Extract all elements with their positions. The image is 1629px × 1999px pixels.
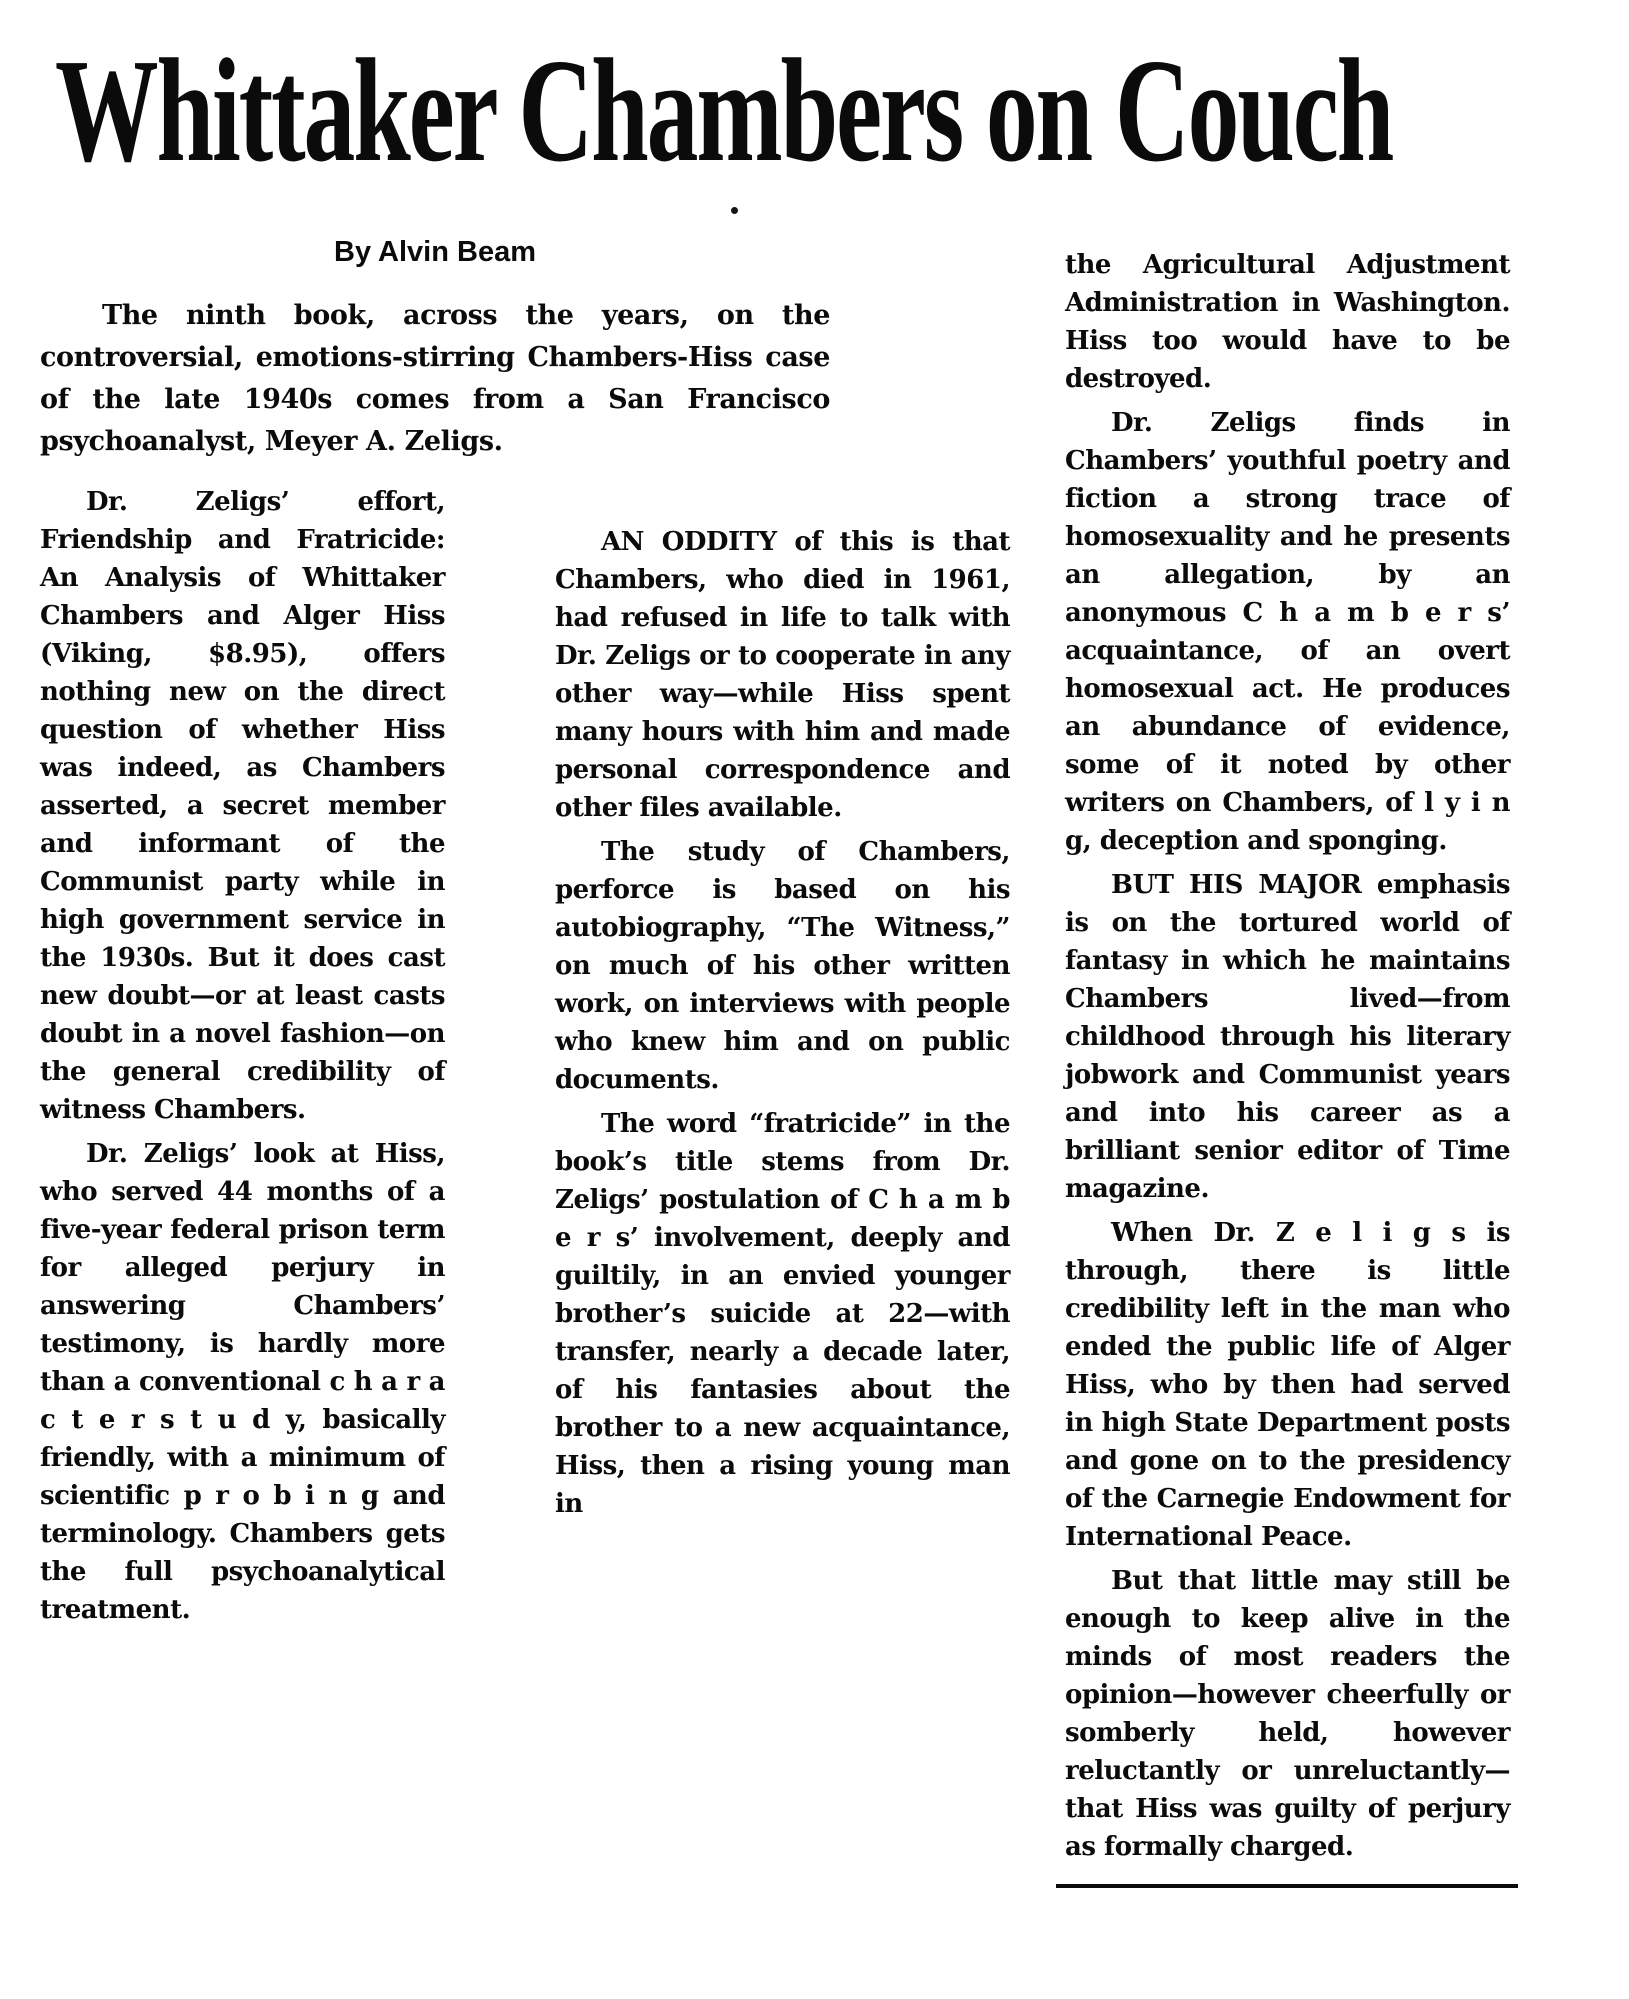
- paragraph: AN ODDITY of this is that Chambers, who died in 1961, had refused in life to talk with Dr. Zeligs or to cooperate in any other way—while Hiss spent many hours with him and made personal correspondence and other files available.: [555, 527, 1010, 823]
- column-3-text: [1065, 246, 1510, 1866]
- paragraph: When Dr. Z e l i g s is through, there is little credibility left in the man who ended the public life of Alger Hiss, who by then had served in high State Department posts and gone on to the presidency of the Carnegie Endowment for International Peace.: [1065, 1218, 1510, 1552]
- paragraph: BUT HIS MAJOR emphasis is on the tortured world of fantasy in which he maintains Chambers lived—from childhood through his literary jobwork and Communist years and into his career as a brilliant senior editor of Time magazine.: [1065, 870, 1510, 1204]
- paragraph: The study of Chambers, perforce is based on his autobiography, “The Witness,” on much of his other written work, on interviews with people who knew him and on public documents.: [555, 837, 1010, 1095]
- paragraph: Dr. Zeligs’ effort, Friendship and Fratricide: An Analysis of Whittaker Chambers and Alger Hiss (Viking, $8.95), offers nothing new on the direct question of whether Hiss was indeed, as Chambers asserted, a secret member and informant of the Communist party while in high government service in the 1930s. But it does cast new doubt—or at least casts doubt in a novel fashion—on the general credibility of witness Chambers.: [40, 487, 445, 1125]
- paragraph: But that little may still be enough to keep alive in the minds of most readers the opinion—however cheerfully or somberly held, however reluctantly or unreluctantly—that Hiss was guilty of perjury as formally charged.: [1065, 1566, 1510, 1862]
- end-rule: [1056, 1884, 1518, 1888]
- masthead: [0, 0, 1629, 212]
- column-3: [1065, 222, 1510, 1888]
- paragraph: Dr. Zeligs finds in Chambers’ youthful poetry and fiction a strong trace of homosexuality and he presents an allegation, by an anonymous C h a m b e r s’ acquaintance, of an overt homosexual act. He produces an abundance of evidence, some of it noted by other writers on Chambers, of l y i n g, deception and sponging.: [1065, 408, 1510, 856]
- paragraph: The word “fratricide” in the book’s title stems from Dr. Zeligs’ postulation of C h a m b e r s’ involvement, deeply and guiltily, in an envied younger brother’s suicide at 22—with transfer, nearly a decade later, of his fantasies about the brother to a new acquaintance, Hiss, then a rising young man in: [555, 1109, 1010, 1519]
- column-2: [555, 483, 1010, 1523]
- article-body: [0, 222, 1629, 1888]
- paragraph: the Agricultural Adjustment Administration in Washington. Hiss too would have to be destroyed.: [1065, 250, 1510, 394]
- left-region: [40, 222, 1010, 1629]
- intro-paragraph: The ninth book, across the years, on the controversial, emotions-stirring Chambers-Hiss case of the late 1940s comes from a San Francisco psychoanalyst, Meyer A. Zeligs.: [40, 300, 830, 457]
- columns-row: [40, 483, 1010, 1629]
- stray-ink-dot: [731, 207, 738, 214]
- byline: By Alvin Beam: [334, 236, 536, 268]
- column-1: [40, 483, 445, 1629]
- paragraph: Dr. Zeligs’ look at Hiss, who served 44 months of a five-year federal prison term for alleged perjury in answering Chambers’ testimony, is hardly more than a conventional c h a r a c t e r s t u d y, basically friendly, with a minimum of scientific p r o b i n g and terminology. Chambers gets the full psychoanalytical treatment.: [40, 1139, 445, 1625]
- headline: Whittaker Chambers on Couch: [55, 29, 1393, 193]
